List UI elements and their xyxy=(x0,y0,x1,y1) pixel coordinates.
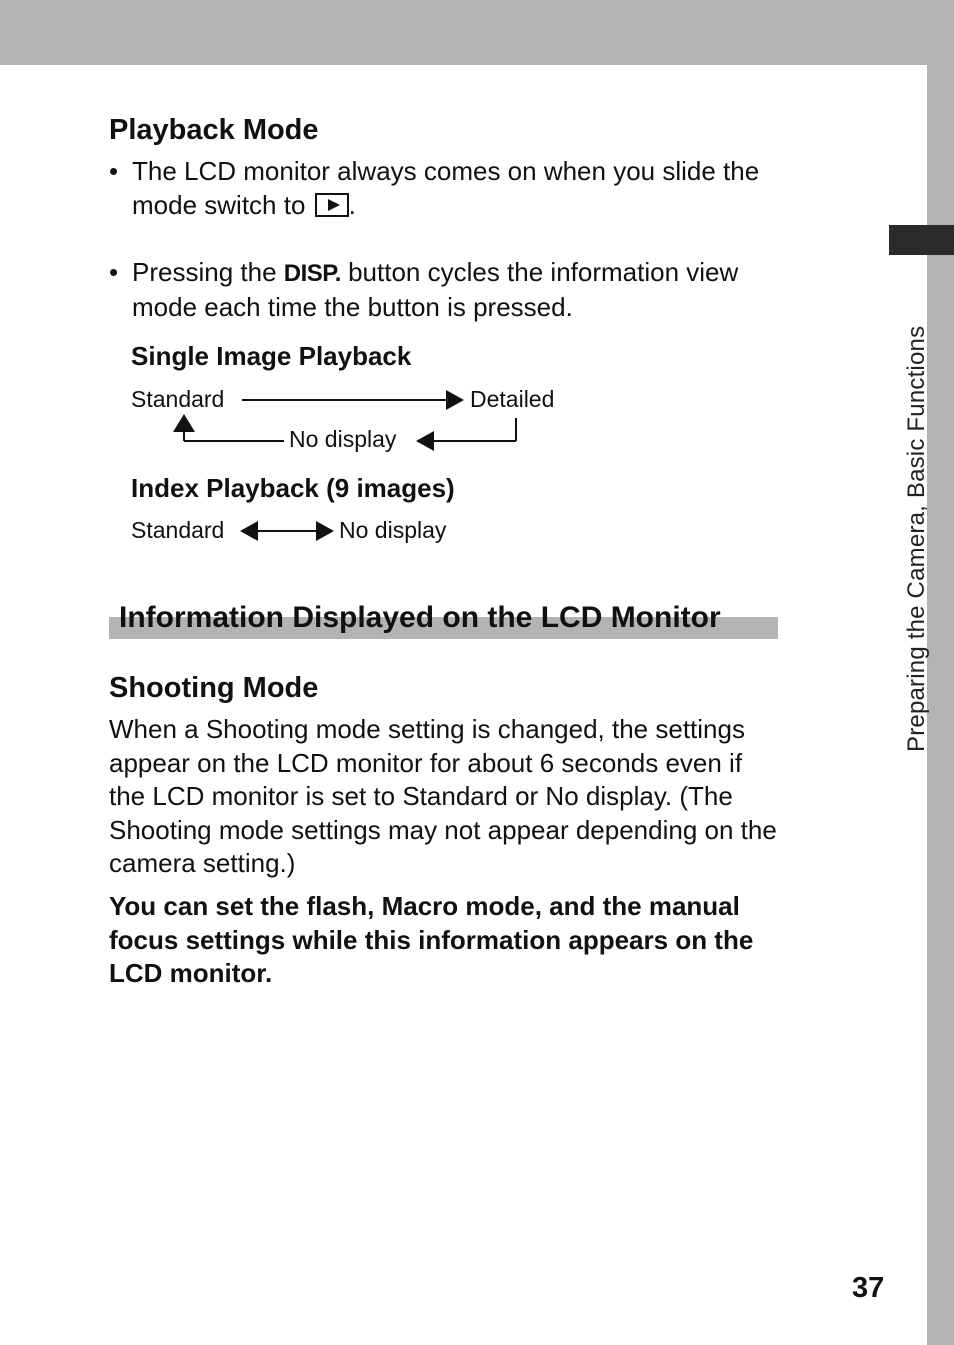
index-standard-label: Standard xyxy=(131,517,225,543)
page-number: 37 xyxy=(852,1272,885,1304)
single-image-playback-heading: Single Image Playback xyxy=(131,341,412,371)
arrow-standard-to-detailed xyxy=(242,390,464,410)
arrow-index-bidirectional xyxy=(240,521,334,541)
shooting-bold-line: You can set the flash, Macro mode, and the manual xyxy=(109,891,740,921)
arrow-no-display-to-standard xyxy=(173,414,284,441)
single-detailed-label: Detailed xyxy=(470,386,555,412)
shooting-body-line: appear on the LCD monitor for about 6 seconds even if xyxy=(109,747,743,778)
shooting-body xyxy=(109,713,899,881)
disp-button-icon: DISP. xyxy=(283,260,341,287)
single-standard-label: Standard xyxy=(131,386,225,412)
bullet-1-line-2-text: mode switch to xyxy=(132,189,306,220)
single-no-display-label: No display xyxy=(289,426,397,452)
bullet-2-post: button cycles the information view xyxy=(340,257,739,287)
bullet-2-dot: • xyxy=(109,257,119,287)
bullet-2-line-2: mode each time the button is pressed. xyxy=(132,291,573,322)
section-title: Information Displayed on the LCD Monitor xyxy=(119,601,721,634)
bullet-1-line-1: The LCD monitor always comes on when you slide the xyxy=(132,156,760,186)
shooting-bold-note xyxy=(109,890,899,991)
shooting-mode-heading: Shooting Mode xyxy=(109,672,319,704)
bullet-1-period: . xyxy=(348,189,356,220)
playback-mode-heading: Playback Mode xyxy=(109,114,319,146)
bullet-2-pre: Pressing the xyxy=(132,257,277,287)
shooting-body-line: When a Shooting mode setting is changed, the settings xyxy=(109,714,745,744)
shooting-body-line: Shooting mode settings may not appear depending on the xyxy=(109,814,777,845)
chapter-side-label: Preparing the Camera, Basic Functions xyxy=(903,325,930,752)
shooting-bold-line: LCD monitor. xyxy=(109,958,273,988)
index-playback-heading: Index Playback (9 images) xyxy=(131,473,455,503)
index-no-display-label: No display xyxy=(339,517,447,543)
bullet-1-dot: • xyxy=(109,156,119,186)
arrow-detailed-to-no-display xyxy=(416,418,516,451)
shooting-body-line: the LCD monitor is set to Standard or No display. (The xyxy=(109,781,733,811)
shooting-body-line: camera setting.) xyxy=(109,848,296,878)
shooting-bold-line: focus settings while this information appears on the xyxy=(109,924,754,955)
